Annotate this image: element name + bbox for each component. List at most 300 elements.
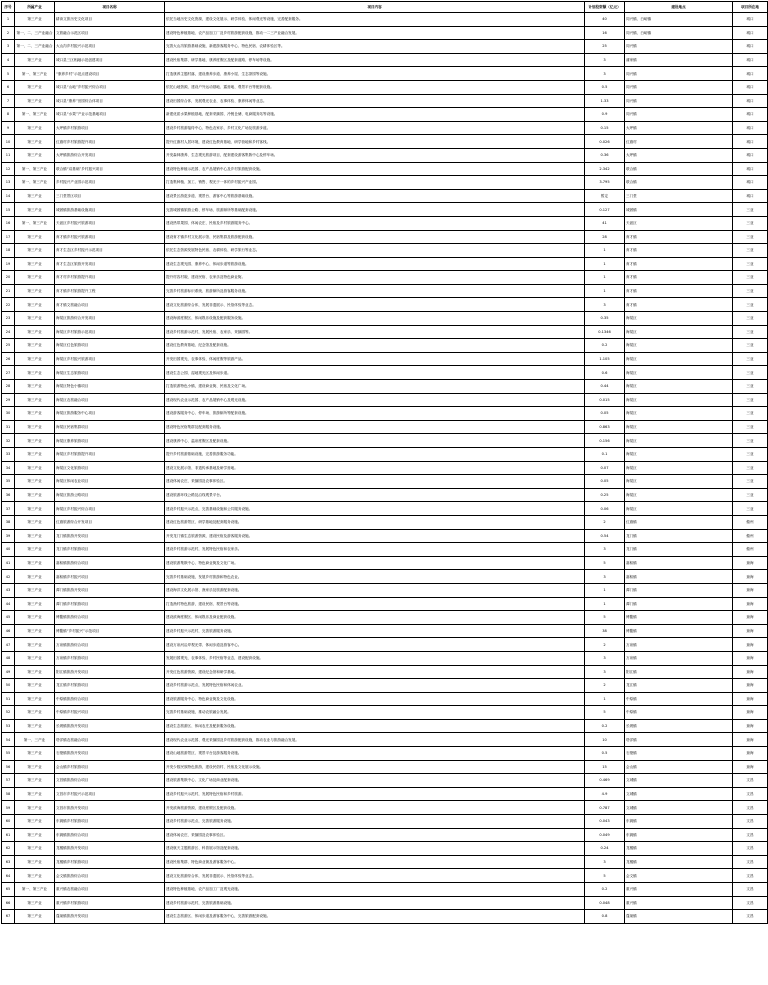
project-content-cell: 发展田园观光、农事体验、乡村民宿等业态，建设配套设施。 (165, 651, 585, 665)
region-cell: 三亚 (733, 461, 768, 475)
table-row (2, 475, 768, 489)
index-cell: 20 (2, 271, 15, 285)
industry-cell: 第三产业 (15, 679, 55, 693)
region-cell: 城口 (733, 67, 768, 81)
project-name-cell: 海棠区乡村振兴综合项目 (55, 502, 165, 516)
project-name-cell: 塔洋镇农旅融合项目 (55, 733, 165, 747)
investment-cell: 0.8 (585, 910, 625, 924)
index-cell: 37 (2, 502, 15, 516)
location-cell: 三门堂 (625, 189, 733, 203)
industry-cell: 第三产业 (15, 80, 55, 94)
project-content-cell: 建设乡村旅游接待中心、特色农家乐、乡村文化广场及旅游步道。 (165, 121, 585, 135)
region-cell: 城口 (733, 80, 768, 94)
project-content-cell: 建设万泉河沿岸观光带、休闲步道及游客中心。 (165, 638, 585, 652)
project-name-cell: 潭门镇乡村旅游项目 (55, 597, 165, 611)
project-name-cell: 城口县“山地”乡村振兴综合项目 (55, 80, 165, 94)
project-name-cell: 三门堂景区项目 (55, 189, 165, 203)
table-row (2, 80, 768, 94)
index-cell: 48 (2, 651, 15, 665)
region-cell: 三亚 (733, 366, 768, 380)
project-name-cell: 海棠区旅游公路项目 (55, 488, 165, 502)
region-cell: 琼海 (733, 760, 768, 774)
project-content-cell: 建设生态观光园、康养中心、休闲步道等旅游设施。 (165, 257, 585, 271)
table-row (2, 611, 768, 625)
investment-cell: 0.6 (585, 366, 625, 380)
project-name-cell: 万泉镇旅游综合项目 (55, 638, 165, 652)
index-cell: 14 (2, 189, 15, 203)
project-name-cell: 天涯区乡村振兴旅游项目 (55, 216, 165, 230)
project-content-cell: 完善城固镇旅游公路、停车场、旅游厕所等基础配套设施。 (165, 203, 585, 217)
region-cell: 三亚 (733, 380, 768, 394)
investment-cell: 3 (585, 570, 625, 584)
header-location: 建设地点 (625, 2, 733, 13)
investment-cell: 3 (585, 67, 625, 81)
investment-cell: 2 (585, 679, 625, 693)
industry-cell: 第一、第三产业 (15, 883, 55, 897)
table-row (2, 393, 768, 407)
location-cell: 海棠区 (625, 380, 733, 394)
industry-cell: 第三产业 (15, 869, 55, 883)
location-cell: 重兴镇 (625, 896, 733, 910)
index-cell: 56 (2, 760, 15, 774)
industry-cell: 第三产业 (15, 475, 55, 489)
table-row (2, 420, 768, 434)
location-cell: 龙楼镇 (625, 842, 733, 856)
investment-cell: 40 (585, 13, 625, 27)
project-name-cell: 海棠区休闲农业项目 (55, 475, 165, 489)
industry-cell: 第三产业 (15, 393, 55, 407)
industry-cell: 第三产业 (15, 244, 55, 258)
index-cell: 19 (2, 257, 15, 271)
location-cell: 海棠区 (625, 502, 733, 516)
industry-cell: 第三产业 (15, 230, 55, 244)
industry-cell: 第三产业 (15, 651, 55, 665)
investment-cell: 暂定 (585, 189, 625, 203)
investment-cell: 3 (585, 651, 625, 665)
investment-cell: 5 (585, 706, 625, 720)
project-content-cell: 建设航天主题旅游区、科普展示馆及配套设施。 (165, 842, 585, 856)
region-cell: 儋州 (733, 515, 768, 529)
location-cell: 文城镇 (625, 787, 733, 801)
project-name-cell: 海棠区乡村振兴旅游项目 (55, 352, 165, 366)
project-name-cell: 长坡镇旅游开发项目 (55, 719, 165, 733)
project-name-cell: 海棠区特色小镇项目 (55, 380, 165, 394)
index-cell: 10 (2, 135, 15, 149)
project-content-cell: 开发森林康养、生态观光旅游项目，配套建设游客集散中心及停车场。 (165, 148, 585, 162)
index-cell: 57 (2, 774, 15, 788)
project-content-cell: 提升乡村旅游基础设施，完善旅游服务功能。 (165, 448, 585, 462)
table-row (2, 815, 768, 829)
industry-cell: 第一、第三产业 (15, 162, 55, 176)
table-row (2, 366, 768, 380)
project-content-cell: 建设旅游服务中心、特色商业街及文化设施。 (165, 692, 585, 706)
location-cell: 万泉镇 (625, 638, 733, 652)
table-row (2, 747, 768, 761)
investment-cell: 0.05 (585, 475, 625, 489)
project-content-cell: 建设景区游览步道、观景台、游客中心等旅游基础设施。 (165, 189, 585, 203)
project-name-cell: 石壁镇旅游开发项目 (55, 747, 165, 761)
industry-cell: 第三产业 (15, 665, 55, 679)
index-cell: 7 (2, 94, 15, 108)
industry-cell: 第三产业 (15, 611, 55, 625)
region-cell: 琼海 (733, 583, 768, 597)
project-content-cell: 打造集种植、加工、销售、观光于一体的乡村振兴产业园。 (165, 176, 585, 190)
location-cell: 海棠区 (625, 366, 733, 380)
index-cell: 38 (2, 515, 15, 529)
project-content-cell: 建设特色种植基地、农产品加工厂及观光设施。 (165, 883, 585, 897)
project-content-cell: 建设海滨度假区、休闲娱乐设施及配套服务设施。 (165, 312, 585, 326)
project-content-cell: 建设特色种植基地、农产品加工厂及乡村旅游配套设施，推动一二三产业融合发展。 (165, 26, 585, 40)
location-cell: 博鳌镇 (625, 611, 733, 625)
region-cell: 琼海 (733, 747, 768, 761)
location-cell: 海棠区 (625, 475, 733, 489)
index-cell: 5 (2, 67, 15, 81)
index-cell: 39 (2, 529, 15, 543)
region-cell: 琼海 (733, 719, 768, 733)
index-cell: 3 (2, 40, 15, 54)
project-name-cell: 潭门镇旅游开发项目 (55, 583, 165, 597)
industry-cell: 第三产业 (15, 719, 55, 733)
region-cell: 文昌 (733, 774, 768, 788)
investment-cell: 0.1 (585, 448, 625, 462)
investment-cell: 1.105 (585, 352, 625, 366)
industry-cell: 第三产业 (15, 420, 55, 434)
industry-cell: 第三产业 (15, 257, 55, 271)
industry-cell: 第三产业 (15, 529, 55, 543)
table-row (2, 203, 768, 217)
table-row (2, 665, 768, 679)
location-cell: 海棠区 (625, 339, 733, 353)
project-name-cell: 文旅融合示范区项目 (55, 26, 165, 40)
project-name-cell: 育才村乡村旅游提升项目 (55, 271, 165, 285)
table-row (2, 869, 768, 883)
location-cell: 长坡镇 (625, 719, 733, 733)
investment-cell: 0.06 (585, 502, 625, 516)
region-cell: 三亚 (733, 339, 768, 353)
table-row (2, 176, 768, 190)
table-row (2, 801, 768, 815)
region-cell: 琼海 (733, 651, 768, 665)
table-row (2, 162, 768, 176)
location-cell: 蒲家镇 (625, 53, 733, 67)
industry-cell: 第三产业 (15, 13, 55, 27)
index-cell: 42 (2, 570, 15, 584)
table-row (2, 787, 768, 801)
location-cell: 海棠区 (625, 434, 733, 448)
project-name-cell: 育才生态区乡村振兴示范项目 (55, 244, 165, 258)
project-name-cell: 东阁镇乡村旅游项目 (55, 815, 165, 829)
index-cell: 35 (2, 475, 15, 489)
table-row (2, 94, 768, 108)
region-cell: 琼海 (733, 665, 768, 679)
project-content-cell: 建设民宿集群、特色商业街及游客服务中心。 (165, 855, 585, 869)
index-cell: 18 (2, 244, 15, 258)
region-cell: 三亚 (733, 298, 768, 312)
table-row (2, 189, 768, 203)
table-row (2, 325, 768, 339)
project-name-cell: “康养乡村”示范点建设项目 (55, 67, 165, 81)
index-cell: 65 (2, 883, 15, 897)
location-cell: 城固镇 (625, 203, 733, 217)
header-investment: 计划投资额（亿元） (585, 2, 625, 13)
project-name-cell: 育才镇乡村旅游提升工程 (55, 284, 165, 298)
region-cell: 文昌 (733, 787, 768, 801)
industry-cell: 第三产业 (15, 624, 55, 638)
project-name-cell: 海棠区红色旅游项目 (55, 339, 165, 353)
index-cell: 52 (2, 706, 15, 720)
project-name-cell: 育才镇乡村振兴旅游项目 (55, 230, 165, 244)
index-cell: 31 (2, 420, 15, 434)
region-cell: 三亚 (733, 312, 768, 326)
project-content-cell: 建设旅游集散中心、文化广场及商业配套设施。 (165, 774, 585, 788)
industry-cell: 第三产业 (15, 815, 55, 829)
project-name-cell: 文昌市乡村振兴示范项目 (55, 787, 165, 801)
index-cell: 61 (2, 828, 15, 842)
region-cell: 三亚 (733, 284, 768, 298)
industry-cell: 第三产业 (15, 298, 55, 312)
project-content-cell: 建设休闲农庄、采摘园及农事体验区。 (165, 828, 585, 842)
investment-cell: 0.863 (585, 420, 625, 434)
project-name-cell: 嘉积镇乡村振兴项目 (55, 570, 165, 584)
region-cell: 琼海 (733, 624, 768, 638)
index-cell: 40 (2, 543, 15, 557)
index-cell: 28 (2, 380, 15, 394)
industry-cell: 第三产业 (15, 339, 55, 353)
project-content-cell: 建设文化旅游综合体，发展非遗展示、民俗体验等业态。 (165, 869, 585, 883)
index-cell: 1 (2, 13, 15, 27)
investment-cell: 1 (585, 692, 625, 706)
project-name-cell: 红旗旅游综合开发项目 (55, 515, 165, 529)
investment-cell: 0.5 (585, 747, 625, 761)
table-row (2, 312, 768, 326)
project-name-cell: 阳江镇旅游开发项目 (55, 665, 165, 679)
project-name-cell: 龙门镇旅游开发项目 (55, 529, 165, 543)
project-content-cell: 依托当地历史文化资源，建设文化展示、研学体验、休闲观光等设施，完善配套服务。 (165, 13, 585, 27)
location-cell: 塔洋镇 (625, 733, 733, 747)
region-cell: 三亚 (733, 393, 768, 407)
region-cell: 城口 (733, 108, 768, 122)
region-cell: 文昌 (733, 896, 768, 910)
location-cell: 海棠区 (625, 448, 733, 462)
table-body (2, 13, 768, 924)
industry-cell: 第三产业 (15, 747, 55, 761)
location-cell: 育才镇 (625, 298, 733, 312)
investment-cell: 0.787 (585, 801, 625, 815)
region-cell: 琼海 (733, 679, 768, 693)
index-cell: 2 (2, 26, 15, 40)
investment-cell: 5 (585, 556, 625, 570)
industry-cell: 第三产业 (15, 203, 55, 217)
project-content-cell: 建设乡村旅游示范村，发展特色民宿和农家乐。 (165, 543, 585, 557)
project-content-cell: 建设红色旅游景区、研学基地及配套服务设施。 (165, 515, 585, 529)
table-row (2, 216, 768, 230)
index-cell: 17 (2, 230, 15, 244)
location-cell: 会山镇 (625, 760, 733, 774)
table-row (2, 407, 768, 421)
table-row (2, 298, 768, 312)
header-index: 序号 (2, 2, 15, 13)
location-cell: 育才镇 (625, 284, 733, 298)
location-cell: 博鳌镇 (625, 624, 733, 638)
region-cell: 三亚 (733, 420, 768, 434)
location-cell: 联合镇 (625, 176, 733, 190)
table-header-row (2, 2, 768, 13)
project-name-cell: 海棠区农旅融合项目 (55, 393, 165, 407)
industry-cell: 第三产业 (15, 597, 55, 611)
location-cell: 海棠区 (625, 393, 733, 407)
table-row (2, 461, 768, 475)
project-name-cell: 龙楼镇旅游开发项目 (55, 842, 165, 856)
project-content-cell: 开发龙门镇生态旅游资源，建设民宿及游客服务设施。 (165, 529, 585, 543)
investment-cell: 0.54 (585, 529, 625, 543)
investment-cell: 0.07 (585, 461, 625, 475)
industry-cell: 第一、第三产业 (15, 176, 55, 190)
index-cell: 6 (2, 80, 15, 94)
region-cell: 文昌 (733, 801, 768, 815)
project-content-cell: 开发红色旅游资源，建设纪念馆和研学基地。 (165, 665, 585, 679)
industry-cell: 第三产业 (15, 271, 55, 285)
table-row (2, 719, 768, 733)
location-cell: 同兴镇 (625, 94, 733, 108)
industry-cell: 第三产业 (15, 380, 55, 394)
table-row (2, 679, 768, 693)
project-name-cell: 城口县“水果”产业示范基地项目 (55, 108, 165, 122)
region-cell: 文昌 (733, 883, 768, 897)
industry-cell: 第三产业 (15, 53, 55, 67)
investment-cell: 28 (585, 230, 625, 244)
project-content-cell: 依托山地资源，建设户外运动基地、露营地、观景平台等配套设施。 (165, 80, 585, 94)
project-content-cell: 提升村容村貌，建设民宿、农家乐及特色商业街。 (165, 271, 585, 285)
project-name-cell: 中原镇旅游综合项目 (55, 692, 165, 706)
project-content-cell: 建设红色教育基地、纪念馆及配套设施。 (165, 339, 585, 353)
industry-cell: 第一、二、三产业融合 (15, 26, 55, 40)
index-cell: 33 (2, 448, 15, 462)
index-cell: 60 (2, 815, 15, 829)
industry-cell: 第三产业 (15, 787, 55, 801)
investment-cell: 0.15 (585, 121, 625, 135)
industry-cell: 第一、第三产业 (15, 67, 55, 81)
project-name-cell: 中原镇乡村振兴项目 (55, 706, 165, 720)
industry-cell: 第三产业 (15, 407, 55, 421)
location-cell: 万泉镇 (625, 651, 733, 665)
location-cell: 红旗村 (625, 135, 733, 149)
industry-cell: 第三产业 (15, 135, 55, 149)
header-project-content: 项目内容 (165, 2, 585, 13)
index-cell: 54 (2, 733, 15, 747)
investment-cell: 0.25 (585, 488, 625, 502)
project-content-cell: 依托生态资源发展特色民宿、农耕体验、研学旅行等业态。 (165, 244, 585, 258)
index-cell: 8 (2, 108, 15, 122)
investment-cell: 15 (585, 760, 625, 774)
project-content-cell: 建设乡村旅游示范村，发展民宿、农家乐、采摘园等。 (165, 325, 585, 339)
index-cell: 26 (2, 352, 15, 366)
table-row (2, 488, 768, 502)
investment-cell: 1 (585, 284, 625, 298)
industry-cell: 第一、二、三产业融合 (15, 40, 55, 54)
industry-cell: 第三产业 (15, 434, 55, 448)
project-name-cell: 联合镇“双基础”乡村振兴项目 (55, 162, 165, 176)
table-row (2, 67, 768, 81)
project-content-cell: 完善乡村基础设施，发展乡村旅游和特色农业。 (165, 570, 585, 584)
project-content-cell: 建设乡村振兴示范村，完善旅游服务设施。 (165, 624, 585, 638)
header-region: 项目所在地 (733, 2, 768, 13)
investment-cell: 0.043 (585, 815, 625, 829)
location-cell: 石壁镇 (625, 747, 733, 761)
industry-cell: 第三产业 (15, 352, 55, 366)
project-name-cell: 大山沟乡村振兴示范项目 (55, 40, 165, 54)
project-content-cell: 建设乡村旅游示范点，发展特色民宿和休闲农业。 (165, 679, 585, 693)
location-cell: 海棠区 (625, 420, 733, 434)
project-content-cell: 建设生态公园、湿地观光区及休闲步道。 (165, 366, 585, 380)
industry-cell: 第三产业 (15, 515, 55, 529)
table-row (2, 148, 768, 162)
location-cell: 蓬莱镇 (625, 910, 733, 924)
industry-cell: 第三产业 (15, 801, 55, 815)
project-content-cell: 建设生态旅游区、休闲步道及游客服务中心，完善旅游配套设施。 (165, 910, 585, 924)
industry-cell: 第三产业 (15, 842, 55, 856)
investment-cell: 2 (585, 515, 625, 529)
project-content-cell: 建设田园综合体，发展观光农业、农事体验、康养休闲等业态。 (165, 94, 585, 108)
project-name-cell: 海棠区旅游综合开发项目 (55, 312, 165, 326)
project-content-cell: 建设乡村旅游示范村，完善旅游基础设施。 (165, 896, 585, 910)
industry-cell: 第一、第三产业 (15, 216, 55, 230)
region-cell: 琼海 (733, 692, 768, 706)
table-row (2, 108, 768, 122)
investment-cell: 0.5 (585, 80, 625, 94)
region-cell: 三亚 (733, 257, 768, 271)
investment-cell: 4.9 (585, 787, 625, 801)
investment-cell: 0.015 (585, 393, 625, 407)
table-row (2, 556, 768, 570)
region-cell: 琼海 (733, 556, 768, 570)
project-name-cell: 耕读文旅历史文化项目 (55, 13, 165, 27)
project-name-cell: 嘉积镇旅游综合项目 (55, 556, 165, 570)
region-cell: 三亚 (733, 502, 768, 516)
location-cell: 大坪镇 (625, 148, 733, 162)
project-name-cell: 海棠区生态旅游项目 (55, 366, 165, 380)
region-cell: 琼海 (733, 706, 768, 720)
table-row (2, 244, 768, 258)
industry-cell: 第一、第三产业 (15, 108, 55, 122)
project-name-cell: 海棠区文化旅游项目 (55, 461, 165, 475)
project-name-cell: 乡村振兴产业园示范项目 (55, 176, 165, 190)
index-cell: 41 (2, 556, 15, 570)
investment-cell: 0.44 (585, 380, 625, 394)
index-cell: 16 (2, 216, 15, 230)
project-content-cell: 建设特色民宿集群及配套服务设施。 (165, 420, 585, 434)
project-name-cell: 会山镇乡村旅游项目 (55, 760, 165, 774)
table-row (2, 230, 768, 244)
project-content-cell: 建设山地旅游景区、观景平台及游客服务设施。 (165, 747, 585, 761)
location-cell: 同兴镇 (625, 108, 733, 122)
region-cell: 城口 (733, 121, 768, 135)
table-row (2, 570, 768, 584)
index-cell: 44 (2, 597, 15, 611)
investment-cell: 5 (585, 611, 625, 625)
table-row (2, 529, 768, 543)
project-content-cell: 建设文化旅游综合体，发展非遗展示、民俗体验等业态。 (165, 298, 585, 312)
project-name-cell: 龙门镇乡村旅游项目 (55, 543, 165, 557)
index-cell: 49 (2, 665, 15, 679)
region-cell: 三亚 (733, 448, 768, 462)
table-row (2, 515, 768, 529)
location-cell: 天涯区 (625, 216, 733, 230)
industry-cell: 第三产业 (15, 284, 55, 298)
location-cell: 海棠区 (625, 407, 733, 421)
location-cell: 会文镇 (625, 869, 733, 883)
table-row (2, 502, 768, 516)
table-row (2, 583, 768, 597)
